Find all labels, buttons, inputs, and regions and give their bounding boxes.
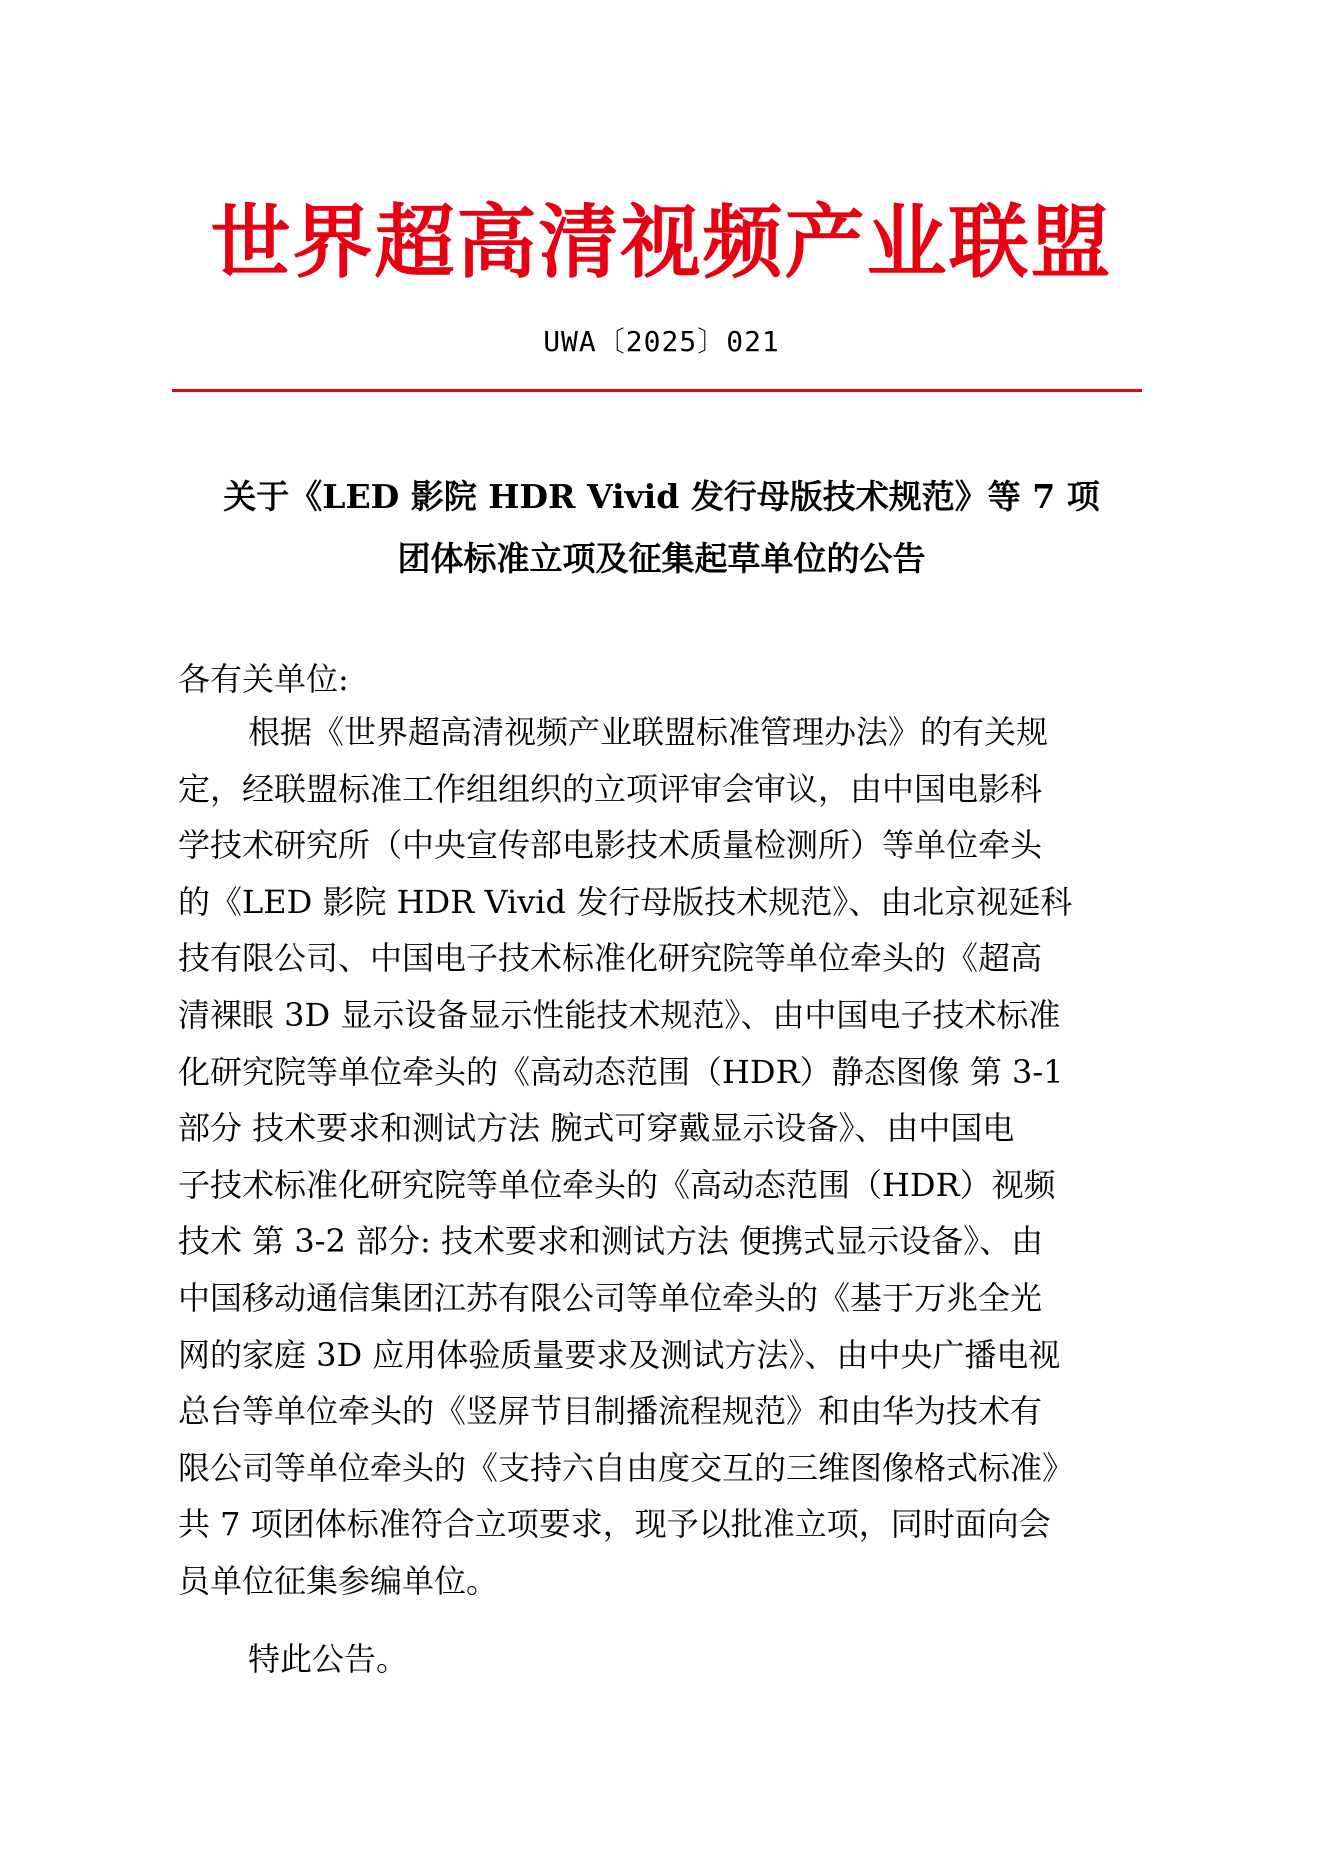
document-number: UWA〔2025〕021	[543, 325, 780, 358]
paragraph-line: 定，经联盟标准工作组组织的立项评审会审议，由中国电影科	[178, 769, 1043, 808]
paragraph-line: 清裸眼 3D 显示设备显示性能技术规范》、由中国电子技术标准	[178, 995, 1061, 1034]
paragraph-line: 中国移动通信集团江苏有限公司等单位牵头的《基于万兆全光	[178, 1278, 1043, 1317]
letterhead-title: 世界超高清视频产业联盟	[210, 195, 1113, 289]
paragraph-line: 网的家庭 3D 应用体验质量要求及测试方法》、由中央广播电视	[178, 1335, 1061, 1374]
title-line-2: 团体标准立项及征集起草单位的公告	[397, 539, 926, 578]
paragraph-line: 总台等单位牵头的《竖屏节目制播流程规范》和由华为技术有	[178, 1392, 1043, 1431]
paragraph-line: 限公司等单位牵头的《支持六自由度交互的三维图像格式标准》	[178, 1448, 1075, 1487]
paragraph-line: 技术 第 3-2 部分: 技术要求和测试方法 便携式显示设备》、由	[178, 1222, 1044, 1261]
paragraph-line: 根据《世界超高清视频产业联盟标准管理办法》的有关规	[248, 713, 1049, 751]
title-line-1: 关于《LED 影院 HDR Vivid 发行母版技术规范》等 7 项	[223, 477, 1100, 516]
paragraph-line: 子技术标准化研究院等单位牵头的《高动态范围（HDR）视频	[178, 1165, 1056, 1204]
paragraph-line: 技有限公司、中国电子技术标准化研究院等单位牵头的《超高	[178, 939, 1043, 978]
paragraph-line: 化研究院等单位牵头的《高动态范围（HDR）静态图像 第 3-1	[178, 1052, 1064, 1091]
body-paragraph	[178, 704, 1158, 1610]
paragraph-line: 部分 技术要求和测试方法 腕式可穿戴显示设备》、由中国电	[178, 1109, 1015, 1148]
salutation: 各有关单位:	[178, 660, 349, 698]
announcement-title	[150, 466, 1173, 590]
paragraph-line: 共 7 项团体标准符合立项要求，现予以批准立项，同时面向会	[178, 1505, 1051, 1544]
paragraph-line: 员单位征集参编单位。	[178, 1561, 499, 1600]
paragraph-line: 学技术研究所（中央宣传部电影技术质量检测所）等单位牵头	[178, 826, 1043, 865]
letterhead-divider	[172, 389, 1142, 392]
closing-remark: 特此公告。	[248, 1640, 409, 1678]
paragraph-line: 的《LED 影院 HDR Vivid 发行母版技术规范》、由北京视延科	[178, 882, 1073, 921]
